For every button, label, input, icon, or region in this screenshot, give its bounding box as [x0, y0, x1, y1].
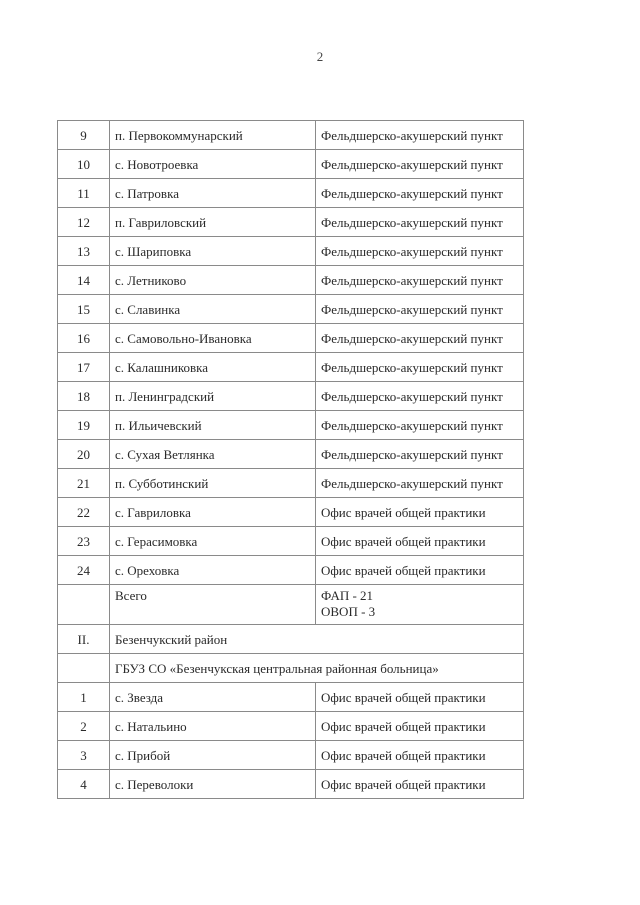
facility-type-cell: Фельдшерско-акушерский пункт [316, 179, 524, 208]
locality-cell: п. Первокоммунарский [110, 121, 316, 150]
district-title: Безенчукский район [110, 625, 524, 654]
table-row [58, 527, 524, 556]
total-row [58, 585, 524, 625]
row-number: 12 [58, 208, 110, 237]
facility-type-cell: Фельдшерско-акушерский пункт [316, 121, 524, 150]
table-row [58, 266, 524, 295]
locality-cell: с. Натальино [110, 712, 316, 741]
locality-cell: с. Гавриловка [110, 498, 316, 527]
locality-cell: с. Летниково [110, 266, 316, 295]
locality-cell: с. Переволоки [110, 770, 316, 799]
table-row [58, 440, 524, 469]
row-number: 16 [58, 324, 110, 353]
row-number: 21 [58, 469, 110, 498]
table-row [58, 556, 524, 585]
facility-type-cell: Фельдшерско-акушерский пункт [316, 353, 524, 382]
institution-number-cell [58, 654, 110, 683]
facilities-table [57, 120, 524, 799]
row-number: 20 [58, 440, 110, 469]
row-number: 15 [58, 295, 110, 324]
table-row [58, 741, 524, 770]
table-row [58, 469, 524, 498]
locality-cell: с. Звезда [110, 683, 316, 712]
facility-type-cell: Фельдшерско-акушерский пункт [316, 411, 524, 440]
table-row [58, 353, 524, 382]
locality-cell: с. Герасимовка [110, 527, 316, 556]
facility-type-cell: Офис врачей общей практики [316, 683, 524, 712]
total-fap: ФАП - 21 [321, 588, 374, 603]
facility-type-cell: Фельдшерско-акушерский пункт [316, 150, 524, 179]
facility-type-cell: Фельдшерско-акушерский пункт [316, 382, 524, 411]
total-label: Всего [110, 585, 316, 625]
total-ovop: ОВОП - 3 [321, 604, 376, 619]
row-number: 1 [58, 683, 110, 712]
facility-type-cell: Офис врачей общей практики [316, 527, 524, 556]
facility-type-cell: Офис врачей общей практики [316, 770, 524, 799]
row-number: 22 [58, 498, 110, 527]
facility-type-cell: Офис врачей общей практики [316, 498, 524, 527]
row-number: 13 [58, 237, 110, 266]
facility-type-cell: Фельдшерско-акушерский пункт [316, 469, 524, 498]
locality-cell: с. Новотроевка [110, 150, 316, 179]
facility-type-cell: Фельдшерско-акушерский пункт [316, 266, 524, 295]
table-row [58, 324, 524, 353]
table-row [58, 121, 524, 150]
table-row [58, 770, 524, 799]
row-number: 18 [58, 382, 110, 411]
section-number: II. [58, 625, 110, 654]
locality-cell: с. Самовольно-Ивановка [110, 324, 316, 353]
row-number: 2 [58, 712, 110, 741]
facility-type-cell: Фельдшерско-акушерский пункт [316, 208, 524, 237]
institution-name: ГБУЗ СО «Безенчукская центральная районная больница» [110, 654, 524, 683]
row-number: 19 [58, 411, 110, 440]
table-row [58, 411, 524, 440]
table-row [58, 237, 524, 266]
total-number-cell [58, 585, 110, 625]
facility-type-cell: Фельдшерско-акушерский пункт [316, 295, 524, 324]
row-number: 11 [58, 179, 110, 208]
table-row [58, 382, 524, 411]
row-number: 10 [58, 150, 110, 179]
row-number: 17 [58, 353, 110, 382]
locality-cell: с. Сухая Ветлянка [110, 440, 316, 469]
locality-cell: с. Прибой [110, 741, 316, 770]
locality-cell: п. Гавриловский [110, 208, 316, 237]
total-values [316, 585, 524, 625]
row-number: 9 [58, 121, 110, 150]
section-header-row [58, 625, 524, 654]
facility-type-cell: Фельдшерско-акушерский пункт [316, 440, 524, 469]
table-row [58, 179, 524, 208]
row-number: 3 [58, 741, 110, 770]
table-row [58, 295, 524, 324]
institution-row [58, 654, 524, 683]
locality-cell: с. Славинка [110, 295, 316, 324]
locality-cell: с. Шариповка [110, 237, 316, 266]
locality-cell: с. Ореховка [110, 556, 316, 585]
table-row [58, 208, 524, 237]
page-number: 2 [316, 49, 324, 64]
facility-type-cell: Офис врачей общей практики [316, 712, 524, 741]
row-number: 4 [58, 770, 110, 799]
row-number: 24 [58, 556, 110, 585]
locality-cell: с. Патровка [110, 179, 316, 208]
locality-cell: с. Калашниковка [110, 353, 316, 382]
locality-cell: п. Ленинградский [110, 382, 316, 411]
table-row [58, 150, 524, 179]
locality-cell: п. Ильичевский [110, 411, 316, 440]
facility-type-cell: Офис врачей общей практики [316, 741, 524, 770]
facility-type-cell: Офис врачей общей практики [316, 556, 524, 585]
facility-type-cell: Фельдшерско-акушерский пункт [316, 324, 524, 353]
table-row [58, 683, 524, 712]
row-number: 23 [58, 527, 110, 556]
locality-cell: п. Субботинский [110, 469, 316, 498]
table-row [58, 498, 524, 527]
table-row [58, 712, 524, 741]
row-number: 14 [58, 266, 110, 295]
facility-type-cell: Фельдшерско-акушерский пункт [316, 237, 524, 266]
